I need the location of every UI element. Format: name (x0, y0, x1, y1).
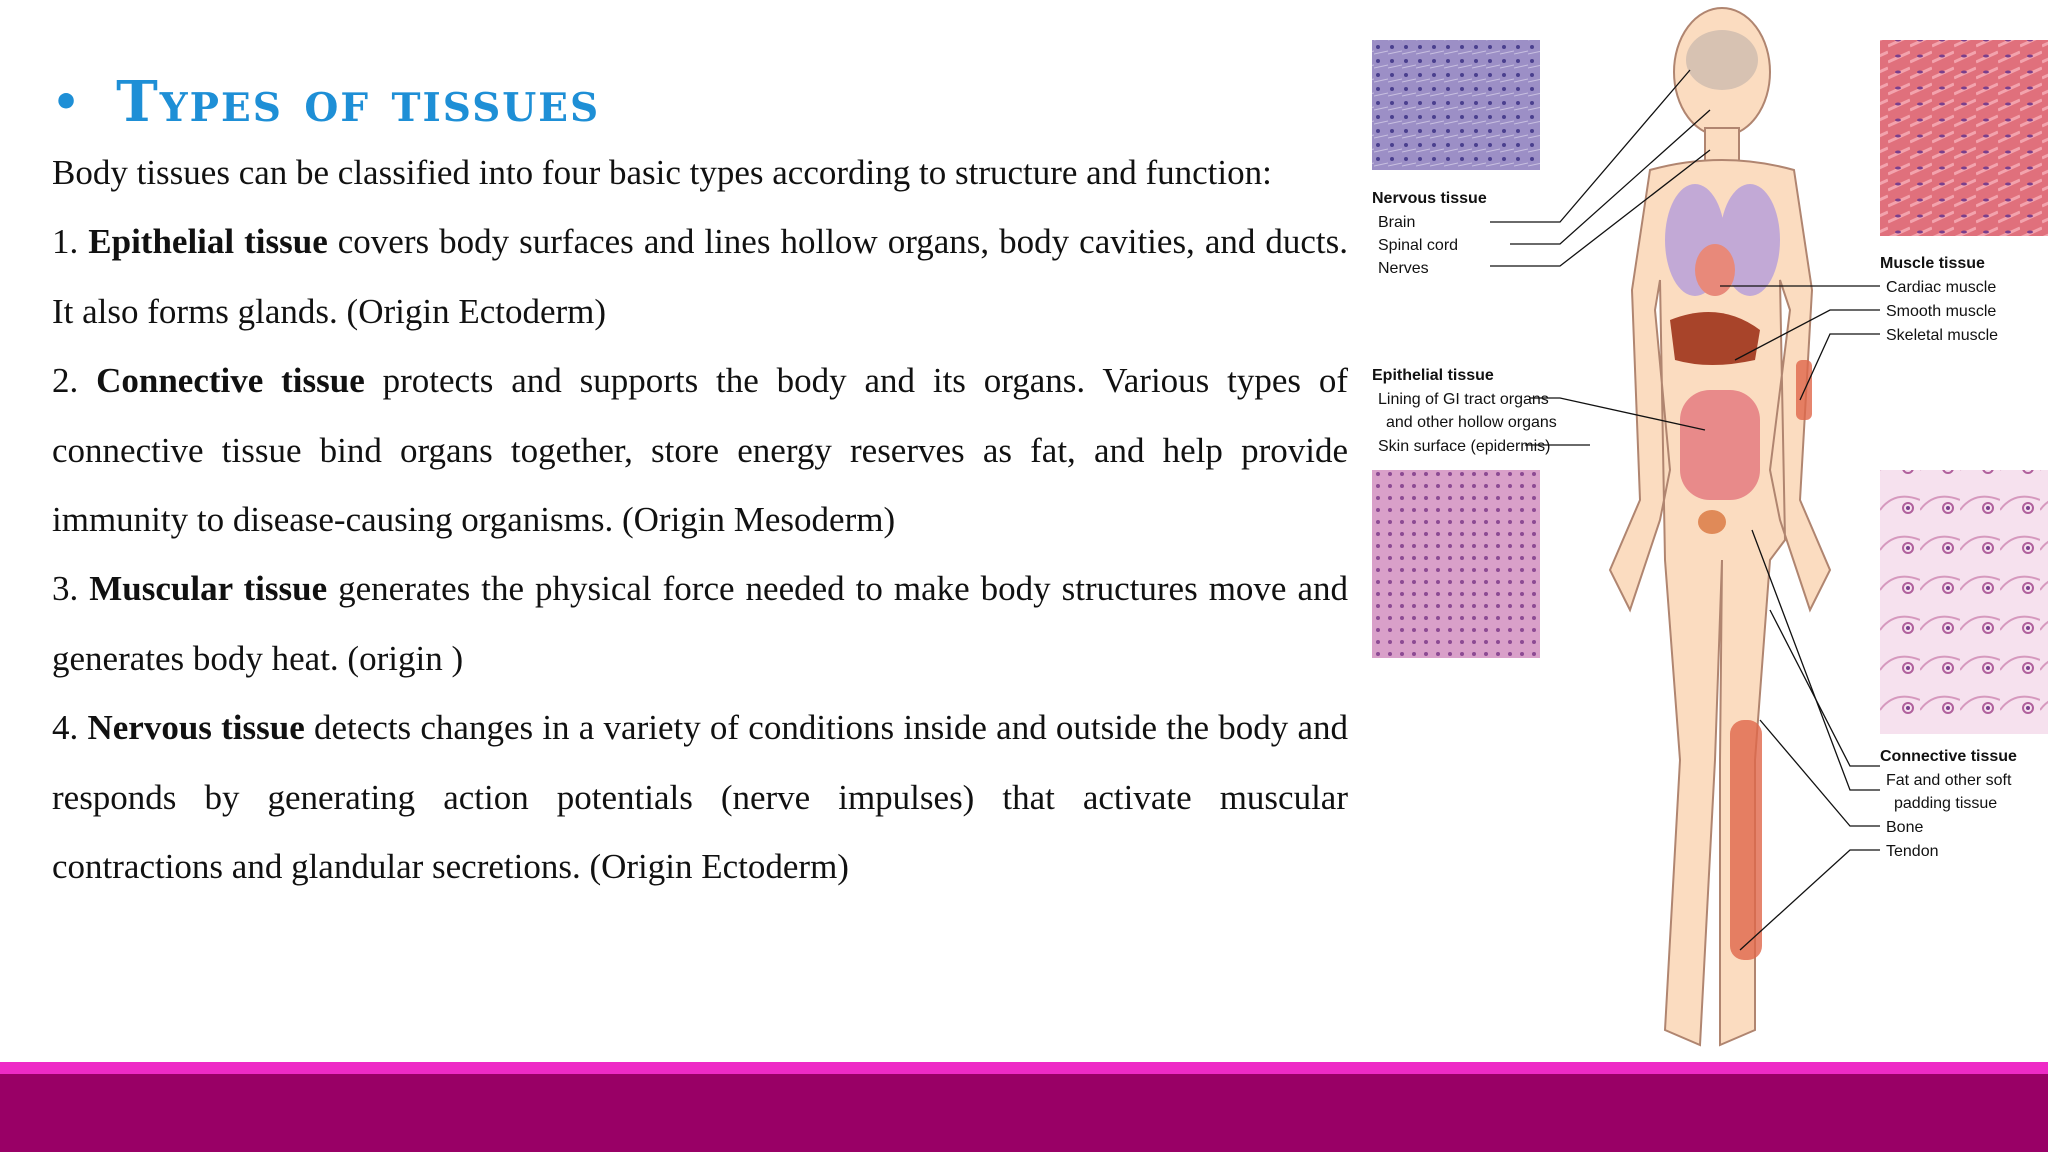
tissue-item-nervous (52, 693, 1348, 901)
heading-bullet: • (52, 76, 83, 128)
muscle-label-skeletal: Skeletal muscle (1886, 327, 1999, 344)
footer-accent-bar (0, 1062, 2048, 1074)
item-text: generates the physical force needed to make body structures move and generates body heat. (origin ) (52, 569, 1348, 678)
connective-label-padding: padding tissue (1894, 795, 1998, 812)
connective-label-tendon: Tendon (1886, 843, 1939, 860)
nervous-label-spinal-cord: Spinal cord (1378, 237, 1459, 254)
epithelial-tissue-micrograph (1372, 470, 1540, 658)
heading-title: Types of tissues (116, 69, 601, 135)
tissue-item-muscular (52, 554, 1348, 693)
item-number: 4. (52, 708, 79, 748)
muscle-label-cardiac: Cardiac muscle (1886, 279, 1997, 296)
item-text: protects and supports the body and its organs. Various types of connective tissue bind organs together, store energy reserves as fat, and help provide immunity to disease-causing organisms. (Origin Mesoderm) (52, 361, 1349, 540)
footer-bar (0, 1074, 2048, 1152)
epithelial-label-hollow-organs: and other hollow organs (1386, 414, 1557, 431)
connective-tissue-micrograph (1880, 470, 2048, 734)
connective-label-bone: Bone (1886, 819, 1924, 836)
body-text (52, 138, 1348, 901)
item-term: Nervous tissue (87, 708, 305, 748)
muscle-label-smooth: Smooth muscle (1886, 303, 1997, 320)
item-text: covers body surfaces and lines hollow organs, body cavities, and ducts. It also forms glands. (Origin Ectoderm) (52, 222, 1349, 331)
connective-label-fat: Fat and other soft (1886, 772, 2012, 789)
item-text: detects changes in a variety of conditions inside and outside the body and responds by generating action potentials (nerve impulses) that activate muscular contractions and glandular secretions. (Origin Ectoderm) (52, 708, 1348, 887)
body-illustration (1610, 8, 1830, 1045)
nervous-tissue-title: Nervous tissue (1372, 190, 1487, 207)
muscle-tissue-micrograph (1880, 40, 2048, 236)
epithelial-label-skin: Skin surface (epidermis) (1378, 438, 1551, 455)
connective-tissue-title: Connective tissue (1880, 748, 2017, 765)
item-number: 2. (52, 361, 79, 401)
nervous-label-nerves: Nerves (1378, 260, 1429, 277)
item-term: Epithelial tissue (88, 222, 328, 262)
slide-heading (52, 62, 600, 142)
epithelial-label-gi-lining: Lining of GI tract organs (1378, 391, 1549, 408)
tissue-item-connective (52, 346, 1348, 554)
item-term: Connective tissue (96, 361, 365, 401)
nervous-tissue-micrograph (1372, 40, 1540, 170)
muscle-tissue-title: Muscle tissue (1880, 255, 1985, 272)
item-term: Muscular tissue (89, 569, 328, 609)
item-number: 3. (52, 569, 79, 609)
nervous-label-brain: Brain (1378, 214, 1416, 231)
intro-paragraph: Body tissues can be classified into four basic types according to structure and function: (52, 153, 1272, 192)
item-number: 1. (52, 222, 79, 262)
epithelial-tissue-title: Epithelial tissue (1372, 367, 1494, 384)
tissue-item-epithelial (52, 207, 1348, 346)
tissue-anatomy-figure (1360, 0, 2048, 1062)
